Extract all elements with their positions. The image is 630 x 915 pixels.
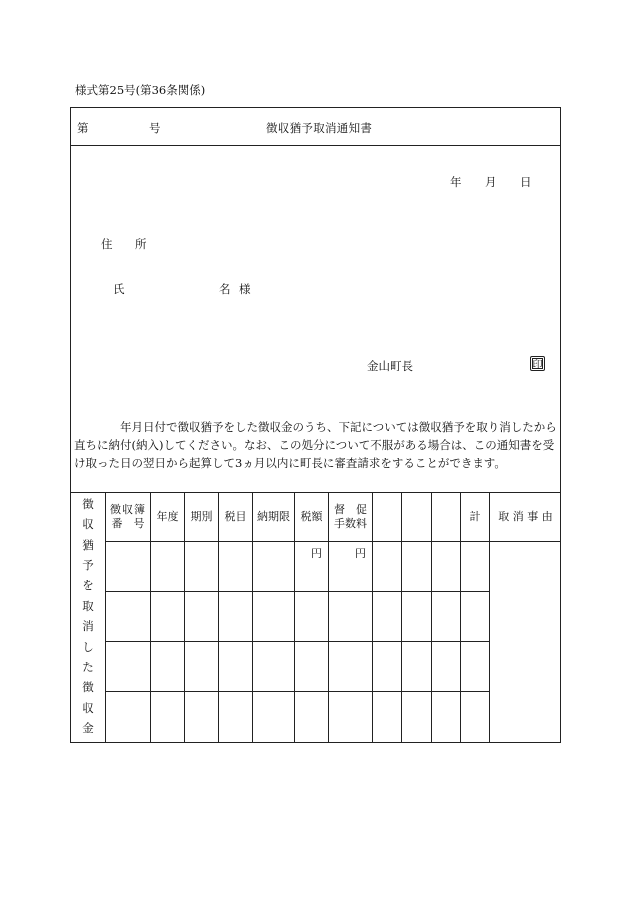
document-title: 徴収猶予取消通知書 — [266, 121, 373, 135]
header-total: 計 — [469, 510, 481, 524]
side-char: 収 — [82, 517, 94, 532]
seal-stamp — [530, 356, 545, 371]
date-day: 日 — [520, 175, 532, 189]
form-number-label: 様式第25号(第36条関係) — [75, 83, 206, 97]
notice-number-prefix: 第 — [77, 121, 89, 135]
side-char: 金 — [82, 720, 94, 735]
seal-char: 印 — [532, 360, 543, 371]
tax-amount-unit: 円 — [311, 547, 322, 560]
address-label-a: 住 — [101, 237, 113, 251]
header-fee-line2: 手数料 — [334, 517, 367, 530]
header-ledger-number — [106, 493, 150, 541]
notice-number-suffix: 号 — [149, 121, 161, 135]
side-char: 収 — [82, 700, 94, 715]
side-char: た — [82, 659, 94, 674]
body-text-content: 年月日付で徴収猶予をした徴収金のうち、下記については徴収猶予を取り消したから直ちに納付(納入)してください。なお、この処分について不服がある場合は、この通知書を受け取った日の翌日から起算して3ヵ月以内に町長に審査請求をすることができます。 — [74, 420, 557, 470]
header-due-date: 納期限 — [257, 510, 290, 524]
name-label-b: 名 — [219, 282, 231, 296]
header-ledger-line2: 番 号 — [111, 517, 145, 530]
row-divider-1 — [105, 591, 489, 592]
date-year: 年 — [450, 175, 462, 189]
row-divider-2 — [105, 641, 489, 642]
header-demand-fee — [329, 493, 372, 541]
header-tax-amount: 税額 — [300, 510, 323, 524]
date-month: 月 — [485, 175, 497, 189]
side-char: 消 — [82, 619, 94, 634]
col-divider-8 — [401, 492, 402, 743]
row-divider-header — [105, 541, 561, 542]
header-fee-line1: 督 促 — [334, 503, 367, 517]
header-ledger-line1: 徴収簿 — [110, 503, 146, 517]
side-char: 予 — [82, 558, 94, 573]
side-char: し — [82, 639, 94, 654]
side-label — [72, 494, 104, 742]
header-tax-item: 税目 — [224, 510, 247, 524]
header-divider — [70, 145, 561, 146]
side-char: 徴 — [82, 497, 94, 511]
address-label-b: 所 — [135, 237, 147, 251]
header-period: 期別 — [190, 510, 213, 524]
side-char: 猶 — [82, 537, 94, 552]
body-text — [74, 418, 558, 472]
side-char: 取 — [82, 598, 94, 613]
col-divider-9 — [431, 492, 432, 743]
fee-unit: 円 — [355, 547, 366, 560]
name-honorific: 様 — [239, 282, 251, 296]
side-char: を — [82, 578, 94, 593]
col-divider-7 — [372, 492, 373, 743]
header-fiscal-year: 年度 — [156, 510, 179, 524]
side-char: 徴 — [82, 680, 94, 695]
sender-title: 金山町長 — [367, 359, 413, 373]
name-label-a: 氏 — [113, 282, 125, 296]
header-cancellation-reason: 取 消 事 由 — [498, 510, 553, 524]
row-divider-3 — [105, 691, 489, 692]
